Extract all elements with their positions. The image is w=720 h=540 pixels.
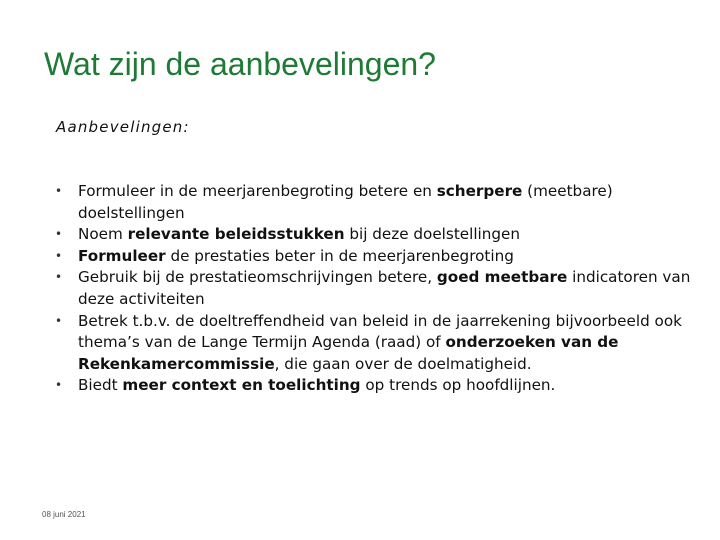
emphasis-text: meer context en toelichting	[122, 376, 361, 395]
list-item	[52, 375, 692, 397]
list-item	[52, 311, 692, 376]
bullet-icon: •	[55, 248, 63, 263]
list-item	[52, 267, 692, 310]
emphasis-text: onderzoeken van de Rekenkamercommissie	[78, 333, 619, 373]
item-text: op trends op hoofdlijnen.	[360, 376, 556, 395]
item-text: Formuleer in de meerjarenbegroting betere en	[78, 182, 437, 200]
list-item	[52, 246, 692, 268]
list-item	[52, 224, 692, 246]
bullet-icon: •	[55, 313, 63, 328]
slide-date: 08 juni 2021	[42, 510, 86, 519]
emphasis-text: Formuleer	[78, 246, 166, 265]
bullet-icon: •	[55, 227, 63, 242]
item-text: bij deze doelstellingen	[344, 225, 521, 244]
bullet-icon: •	[55, 184, 63, 198]
emphasis-text: goed meetbare	[436, 268, 568, 287]
item-text: Noem	[78, 225, 128, 244]
emphasis-text: relevante beleidsstukken	[127, 225, 345, 244]
item-text: indicatoren van deze activiteiten	[78, 268, 691, 308]
item-text: de prestaties beter in de meerjarenbegroting	[165, 246, 514, 265]
recommendation-list	[52, 181, 692, 397]
item-text: Gebruik bij de prestatieomschrijvingen betere,	[78, 268, 437, 287]
list-item	[52, 181, 692, 224]
subtitle: Aanbevelingen:	[56, 118, 190, 136]
bullet-icon: •	[55, 378, 63, 393]
item-text: Biedt	[78, 376, 123, 395]
item-text: , die gaan over de doelmatigheid.	[274, 354, 532, 373]
item-text: Betrek t.b.v. de doeltreffendheid van beleid in de jaarrekening bijvoorbeeld ook thema’s van de Lange Termijn Agenda (raad) of	[78, 311, 682, 352]
item-text: (meetbare) doelstellingen	[78, 182, 613, 222]
slide-title: Wat zijn de aanbevelingen?	[44, 46, 436, 82]
emphasis-text: scherpere	[436, 182, 523, 200]
bullet-icon: •	[55, 270, 63, 285]
